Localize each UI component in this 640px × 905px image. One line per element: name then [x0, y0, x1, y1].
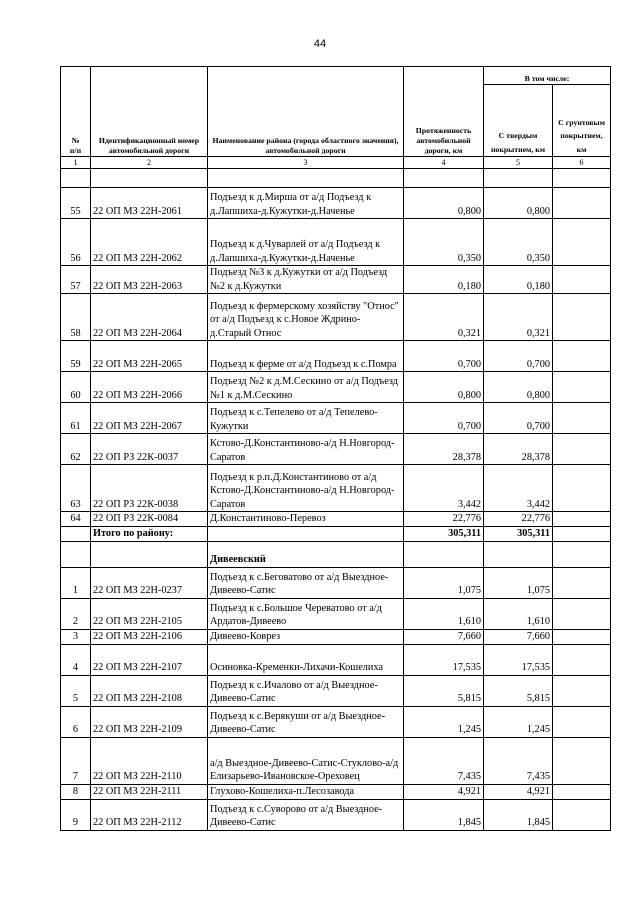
- row-number: 57: [61, 266, 91, 294]
- hard-surface-length: 0,321: [484, 294, 553, 341]
- table-row: [61, 706, 611, 737]
- hard-surface-length: 1,610: [484, 598, 553, 629]
- hard-surface-length: 1,075: [484, 567, 553, 598]
- road-id: 22 ОП РЗ 22К-0084: [91, 512, 208, 527]
- hard-surface-length: 3,442: [484, 465, 553, 512]
- row-number: 9: [61, 799, 91, 830]
- soil-surface-length: [553, 341, 611, 372]
- hard-surface-length: 7,660: [484, 629, 553, 644]
- road-id: 22 ОП МЗ 22Н-2063: [91, 266, 208, 294]
- header-length: Протяженность автомобильной дороги, км: [404, 67, 484, 157]
- road-id: 22 ОП МЗ 22Н-2112: [91, 799, 208, 830]
- soil-surface-length: [553, 799, 611, 830]
- soil-surface-length: [553, 188, 611, 219]
- header-n: № п/п: [61, 67, 91, 157]
- column-number: 4: [404, 157, 484, 169]
- soil-surface-length: [553, 294, 611, 341]
- table-row: [61, 512, 611, 527]
- table-row: [61, 294, 611, 341]
- road-id: 22 ОП РЗ 22К-0038: [91, 465, 208, 512]
- row-number: 1: [61, 567, 91, 598]
- road-name: Д.Константиново-Перевоз: [208, 512, 404, 527]
- row-number: 55: [61, 188, 91, 219]
- soil-surface-length: [553, 219, 611, 266]
- road-name: Глухово-Кошелиха-п.Лесозавода: [208, 784, 404, 799]
- row-number: 62: [61, 434, 91, 465]
- header-including: В том числе:: [484, 67, 611, 85]
- hard-surface-length: 17,535: [484, 644, 553, 675]
- road-id: 22 ОП МЗ 22Н-2066: [91, 372, 208, 403]
- road-id: 22 ОП МЗ 22Н-0237: [91, 567, 208, 598]
- road-name: Подъезд к с.Большое Череватово от а/д Ардатов-Дивеево: [208, 598, 404, 629]
- road-name: Подъезд к р.п.Д.Константиново от а/д Кстово-Д.Константиново-а/д Н.Новгород-Саратов: [208, 465, 404, 512]
- road-name: Подъезд к с.Беговатово от а/д Выездное-Дивеево-Сатис: [208, 567, 404, 598]
- road-id: 22 ОП МЗ 22Н-2109: [91, 706, 208, 737]
- row-number: 2: [61, 598, 91, 629]
- soil-surface-length: [553, 675, 611, 706]
- road-id: 22 ОП МЗ 22Н-2067: [91, 403, 208, 434]
- column-number: 2: [91, 157, 208, 169]
- row-number: 63: [61, 465, 91, 512]
- table-row: [61, 465, 611, 512]
- header-id: Идентификационный номер автомобильной дороги: [91, 67, 208, 157]
- table-row: [61, 737, 611, 784]
- road-length: 28,378: [404, 434, 484, 465]
- road-length: 0,350: [404, 219, 484, 266]
- road-id: 22 ОП МЗ 22Н-2111: [91, 784, 208, 799]
- road-id: 22 ОП МЗ 22Н-2065: [91, 341, 208, 372]
- road-name: Подъезд к фермерскому хозяйству "Относ" от а/д Подъезд к с.Новое Ждрино-д.Старый Относ: [208, 294, 404, 341]
- road-name: Подъезд к с.Верякуши от а/д Выездное-Дивеево-Сатис: [208, 706, 404, 737]
- row-number: 6: [61, 706, 91, 737]
- road-id: 22 ОП МЗ 22Н-2061: [91, 188, 208, 219]
- section-title: Дивеевский: [208, 541, 404, 567]
- road-name: Подъезд к с.Ичалово от а/д Выездное-Дивеево-Сатис: [208, 675, 404, 706]
- road-name: а/д Выездное-Дивеево-Сатис-Стуклово-а/д Елизарьево-Ивановское-Ореховец: [208, 737, 404, 784]
- table-row: [61, 219, 611, 266]
- soil-surface-length: [553, 629, 611, 644]
- soil-surface-length: [553, 706, 611, 737]
- hard-surface-length: 0,800: [484, 372, 553, 403]
- soil-surface-length: [553, 567, 611, 598]
- road-name: Дивеево-Коврез: [208, 629, 404, 644]
- road-length: 4,921: [404, 784, 484, 799]
- soil-surface-length: [553, 512, 611, 527]
- header-hard: С твердым покрытием, км: [484, 85, 553, 157]
- total-row: [61, 526, 611, 541]
- road-name: Подъезд к с.Тепелево от а/д Тепелево-Кужутки: [208, 403, 404, 434]
- road-length: 0,700: [404, 403, 484, 434]
- road-length: 17,535: [404, 644, 484, 675]
- soil-surface-length: [553, 644, 611, 675]
- soil-surface-length: [553, 403, 611, 434]
- row-number: 4: [61, 644, 91, 675]
- total-length: 305,311: [404, 526, 484, 541]
- road-name: Осиновка-Кременки-Лихачи-Кошелиха: [208, 644, 404, 675]
- spacer-row: [61, 169, 611, 188]
- hard-surface-length: 0,700: [484, 341, 553, 372]
- road-length: 0,700: [404, 341, 484, 372]
- road-id: 22 ОП МЗ 22Н-2108: [91, 675, 208, 706]
- road-name: Подъезд к с.Суворово от а/д Выездное-Дивеево-Сатис: [208, 799, 404, 830]
- road-name: Кстово-Д.Константиново-а/д Н.Новгород-Саратов: [208, 434, 404, 465]
- table-row: [61, 403, 611, 434]
- soil-surface-length: [553, 372, 611, 403]
- hard-surface-length: 28,378: [484, 434, 553, 465]
- road-length: 7,435: [404, 737, 484, 784]
- soil-surface-length: [553, 465, 611, 512]
- road-id: 22 ОП МЗ 22Н-2110: [91, 737, 208, 784]
- hard-surface-length: 4,921: [484, 784, 553, 799]
- page-number: 44: [313, 38, 327, 50]
- table-row: [61, 434, 611, 465]
- table-row: [61, 341, 611, 372]
- road-name: Подъезд к д.Мирша от а/д Подъезд к д.Лапшиха-д.Кужутки-д.Наченье: [208, 188, 404, 219]
- road-length: 22,776: [404, 512, 484, 527]
- section-row: [61, 541, 611, 567]
- table-row: [61, 266, 611, 294]
- table-row: [61, 372, 611, 403]
- road-name: Подъезд к д.Чуварлей от а/д Подъезд к д.Лапшиха-д.Кужутки-д.Наченье: [208, 219, 404, 266]
- road-length: 1,245: [404, 706, 484, 737]
- road-length: 5,815: [404, 675, 484, 706]
- table-row: [61, 629, 611, 644]
- road-length: 1,610: [404, 598, 484, 629]
- table-row: [61, 675, 611, 706]
- column-number: 3: [208, 157, 404, 169]
- road-name: Подъезд №2 к д.М.Сескино от а/д Подъезд №1 к д.М.Сескино: [208, 372, 404, 403]
- table-row: [61, 598, 611, 629]
- road-id: 22 ОП РЗ 22К-0037: [91, 434, 208, 465]
- hard-surface-length: 0,350: [484, 219, 553, 266]
- road-length: 7,660: [404, 629, 484, 644]
- row-number: 60: [61, 372, 91, 403]
- roads-table: [60, 66, 611, 831]
- row-number: 5: [61, 675, 91, 706]
- row-number: 8: [61, 784, 91, 799]
- hard-surface-length: 22,776: [484, 512, 553, 527]
- soil-surface-length: [553, 737, 611, 784]
- column-number: 6: [553, 157, 611, 169]
- column-number: 1: [61, 157, 91, 169]
- row-number: 56: [61, 219, 91, 266]
- road-id: 22 ОП МЗ 22Н-2106: [91, 629, 208, 644]
- hard-surface-length: 0,700: [484, 403, 553, 434]
- soil-surface-length: [553, 598, 611, 629]
- soil-surface-length: [553, 784, 611, 799]
- row-number: 58: [61, 294, 91, 341]
- hard-surface-length: 1,845: [484, 799, 553, 830]
- row-number: 3: [61, 629, 91, 644]
- total-hard: 305,311: [484, 526, 553, 541]
- row-number: 64: [61, 512, 91, 527]
- row-number: 59: [61, 341, 91, 372]
- hard-surface-length: 5,815: [484, 675, 553, 706]
- road-id: 22 ОП МЗ 22Н-2105: [91, 598, 208, 629]
- road-length: 0,321: [404, 294, 484, 341]
- road-length: 1,075: [404, 567, 484, 598]
- table-row: [61, 799, 611, 830]
- road-length: 1,845: [404, 799, 484, 830]
- column-number: 5: [484, 157, 553, 169]
- hard-surface-length: 0,800: [484, 188, 553, 219]
- total-soil: [553, 526, 611, 541]
- road-length: 0,800: [404, 188, 484, 219]
- table-row: [61, 644, 611, 675]
- total-label: Итого по району:: [91, 526, 208, 541]
- road-length: 0,180: [404, 266, 484, 294]
- soil-surface-length: [553, 266, 611, 294]
- table-row: [61, 784, 611, 799]
- header-soil: С грунтовым покрытием, км: [553, 85, 611, 157]
- soil-surface-length: [553, 434, 611, 465]
- road-length: 0,800: [404, 372, 484, 403]
- header-name: Наименование района (города областного значения), автомобильной дороги: [208, 67, 404, 157]
- hard-surface-length: 7,435: [484, 737, 553, 784]
- road-id: 22 ОП МЗ 22Н-2107: [91, 644, 208, 675]
- table-row: [61, 188, 611, 219]
- road-length: 3,442: [404, 465, 484, 512]
- table-row: [61, 567, 611, 598]
- road-id: 22 ОП МЗ 22Н-2064: [91, 294, 208, 341]
- road-id: 22 ОП МЗ 22Н-2062: [91, 219, 208, 266]
- row-number: 7: [61, 737, 91, 784]
- hard-surface-length: 0,180: [484, 266, 553, 294]
- row-number: 61: [61, 403, 91, 434]
- hard-surface-length: 1,245: [484, 706, 553, 737]
- road-name: Подъезд к ферме от а/д Подъезд к с.Помра: [208, 341, 404, 372]
- road-name: Подъезд №3 к д.Кужутки от а/д Подъезд №2 к д.Кужутки: [208, 266, 404, 294]
